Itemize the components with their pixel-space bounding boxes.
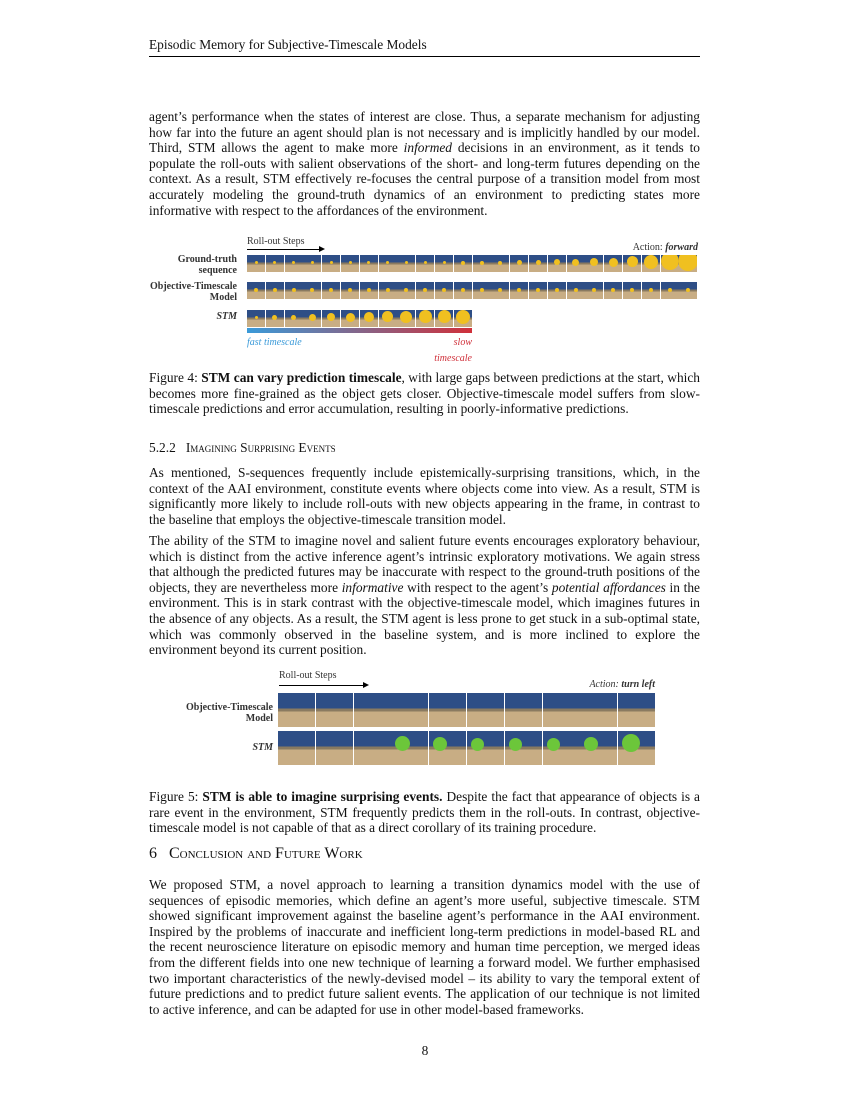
rollout-frame	[354, 693, 391, 727]
ball	[364, 312, 374, 322]
rollout-frame	[322, 310, 340, 327]
text: We proposed STM, a novel approach to learning a transition dynamics model with the use of sequences of episodic memories, which define an agent’s more useful, subjective timescale. STM showed significant improvement against the baseline agent’s performance in the AAI environment. Inspired by the problems of inaccurate and inefficient long-term predictions in model-based RL and the recent neuroscience literature on episodic memory and human time perception, we merged ideas from the different fields into one new technique of learning a forward model. We further emphasised two important characteristics of the newly-devised model – its ability to vary the temporal extent of future predictions and to predict future salient events. The application of our technique is not limited to active inference, and can be adapted for use in other model-based frameworks.	[149, 877, 700, 1017]
rollout-frame	[642, 255, 660, 272]
action-label	[633, 240, 698, 256]
text: Despite the fact that appearance of objects is a rare event in the environment, STM frequently predicts them in the roll-outs. In contrast, objective-timescale model is not capable of that as a direct corollary of its training procedure.	[149, 789, 700, 836]
rollout-frame	[316, 731, 353, 765]
rollout-frame	[391, 731, 428, 765]
ball	[348, 288, 352, 292]
text: in the environment. This is in stark contrast with the objective-timescale model, which imagines futures in the absence of any objects. As a result, the STM agent is less prone to get stuck in a sub-optimal state, which was commonly observed in the baseline system, and is more inclined to explore the environment beyond its current position.	[149, 579, 700, 658]
rollout-frame	[454, 255, 472, 272]
text: As mentioned, S-sequences frequently include epistemically-surprising transitions, which, in the context of the AAI environment, constitute events where objects come into view. As a result, STM is significantly more likely to include roll-outs with new objects appearing in the frame, in contrast to the baseline that employs the objective-timescale transition model.	[149, 465, 700, 527]
rollout-frame	[435, 282, 453, 299]
ball	[255, 261, 258, 264]
green-ball	[395, 736, 410, 751]
ball	[291, 315, 296, 320]
rollout-frame	[543, 731, 580, 765]
rollout-frame	[679, 255, 697, 272]
ball	[536, 260, 541, 265]
rollout-frame	[341, 255, 359, 272]
figure-5-caption	[149, 789, 700, 836]
ball	[367, 261, 370, 264]
rollout-frame	[435, 310, 453, 327]
rollout-frame	[266, 310, 284, 327]
rollout-frame	[285, 282, 303, 299]
figure-4	[149, 232, 700, 362]
rollout-frame	[580, 693, 617, 727]
rollout-frame	[454, 310, 472, 327]
section-heading-6	[149, 846, 700, 862]
ball	[382, 311, 393, 322]
ball	[404, 288, 408, 292]
ball	[330, 261, 333, 264]
ball	[311, 261, 314, 264]
ball	[405, 261, 408, 264]
ball	[438, 310, 451, 323]
rollout-arrow-icon	[279, 685, 367, 686]
section-title: Imagining Surprising Events	[185, 440, 336, 455]
rollout-frame	[529, 255, 547, 272]
ball	[386, 261, 389, 264]
rollout-frame	[322, 255, 340, 272]
ball	[386, 288, 390, 292]
paragraph	[149, 109, 700, 218]
rollout-frame	[416, 255, 434, 272]
running-header: Episodic Memory for Subjective-Timescale Models	[149, 37, 700, 57]
ball	[272, 315, 277, 320]
text: Figure 4:	[149, 370, 202, 385]
rollout-frame	[548, 255, 566, 272]
rollout-frame	[303, 310, 321, 327]
row-label: Objective-Timescale Model	[185, 702, 273, 724]
rollout-frame	[604, 255, 622, 272]
rollout-frame	[397, 310, 415, 327]
rollout-frame	[618, 693, 655, 727]
paragraph	[149, 877, 700, 1017]
rollout-frame	[548, 282, 566, 299]
ball	[255, 316, 258, 319]
caption-bold: STM can vary prediction timescale	[201, 370, 402, 385]
ball	[423, 288, 427, 292]
ball	[498, 288, 502, 292]
timescale-bar	[247, 328, 472, 333]
row-label: Ground-truth sequence	[177, 254, 237, 276]
section-number: 5.2.2	[149, 440, 176, 455]
rollout-frame	[580, 731, 617, 765]
ball	[480, 288, 484, 292]
text: , with large gaps between predictions at the start, which becomes more fine-grained as the object gets closer. Objective-timescale model suffers from slow-timescale predictions and error accumulation, resulting in poorly-informative predictions.	[149, 370, 701, 417]
rollout-frame	[505, 693, 542, 727]
rollout-frame	[567, 255, 585, 272]
section-number: 6	[149, 845, 157, 862]
rollout-frame	[322, 282, 340, 299]
rollout-frame	[278, 693, 315, 727]
rollout-frame	[491, 282, 509, 299]
emphasis: potential affordances	[551, 579, 666, 595]
ball	[679, 255, 697, 271]
ball	[555, 288, 559, 292]
ball	[443, 261, 446, 264]
ball	[327, 313, 335, 321]
action-value: forward	[665, 242, 698, 253]
rollout-frame	[360, 310, 378, 327]
rollout-frame	[266, 255, 284, 272]
rollout-frame	[341, 310, 359, 327]
rollout-frame	[543, 693, 580, 727]
rollout-frame	[618, 731, 655, 765]
page-number: 8	[421, 1043, 429, 1058]
ball	[572, 259, 579, 266]
row-label: STM	[216, 311, 237, 322]
rollout-frame	[429, 731, 466, 765]
ball	[419, 310, 432, 323]
action-value: turn left	[621, 679, 655, 690]
rollout-frame	[397, 282, 415, 299]
rollout-frame	[510, 255, 528, 272]
rollout-frame	[467, 693, 504, 727]
rollout-frame	[379, 282, 397, 299]
rollout-frame	[316, 693, 353, 727]
rollout-label: Roll-out Steps	[279, 670, 337, 681]
ball	[292, 288, 296, 292]
ball	[461, 261, 465, 265]
section-title: Conclusion and Future Work	[169, 845, 363, 862]
ball	[424, 261, 427, 264]
rollout-frame	[247, 255, 265, 272]
rollout-frame	[247, 310, 265, 327]
ball	[609, 258, 618, 267]
text: Action:	[589, 679, 622, 690]
green-ball	[622, 734, 640, 752]
ball	[592, 288, 596, 292]
text: Figure 5:	[149, 789, 203, 804]
rollout-frame	[529, 282, 547, 299]
rollout-frame	[473, 255, 491, 272]
rollout-frame	[661, 282, 679, 299]
ball	[367, 288, 371, 292]
ball	[661, 255, 679, 270]
rollout-frame	[303, 282, 321, 299]
rollout-frame	[473, 282, 491, 299]
rollout-frame	[491, 255, 509, 272]
rollout-frame	[360, 282, 378, 299]
rollout-frame	[505, 731, 542, 765]
ball	[590, 258, 598, 266]
section-heading-5-2-2	[149, 440, 700, 456]
rollout-frame	[266, 282, 284, 299]
rollout-frame	[435, 255, 453, 272]
rollout-frame	[360, 255, 378, 272]
ball	[349, 261, 352, 264]
rollout-frame	[285, 255, 303, 272]
ball	[310, 288, 314, 292]
ball	[517, 288, 521, 292]
rollout-frame	[429, 693, 466, 727]
green-ball	[433, 737, 447, 751]
emphasis: informed	[403, 140, 453, 156]
slow-timescale-label: slow timescale	[434, 337, 472, 364]
ball	[644, 255, 658, 269]
rollout-frame	[623, 255, 641, 272]
text: with respect to the agent’s	[403, 579, 552, 595]
ball	[574, 288, 578, 292]
ball	[480, 261, 484, 265]
rollout-label: Roll-out Steps	[247, 236, 305, 247]
rollout-frame	[397, 255, 415, 272]
ball	[456, 310, 470, 324]
paragraph	[149, 465, 700, 527]
action-label	[589, 677, 655, 693]
ball	[273, 261, 276, 264]
rollout-frame	[416, 310, 434, 327]
ball	[668, 288, 672, 292]
fast-timescale-label: fast timescale	[247, 337, 302, 348]
text: decisions in an environment, as it tends to populate the roll-outs with salient observations of the short- and long-term futures depending on the context. As a result, STM effectively re-focuses the central purpose of a transition model from most accurately modeling the ground-truth dynamics of an environment to predicting states more informative with respect to the affordances of the environment.	[149, 140, 700, 218]
rollout-frame	[661, 255, 679, 272]
rollout-frame	[679, 282, 697, 299]
ball	[273, 288, 277, 292]
text: agent’s performance when the states of interest are close. Thus, a separate mechanism for adjusting how far into the future an agent should plan is not necessary and is implicitly handled by our model. Third, STM allows the agent to make more	[149, 109, 700, 156]
rollout-frame	[303, 255, 321, 272]
rollout-frame	[391, 693, 428, 727]
rollout-frame	[354, 731, 391, 765]
ball	[498, 261, 502, 265]
ball	[649, 288, 653, 292]
rollout-frame	[247, 282, 265, 299]
ball	[536, 288, 540, 292]
green-ball	[509, 738, 522, 751]
ball	[461, 288, 465, 292]
ball	[254, 288, 258, 292]
rollout-frame	[604, 282, 622, 299]
ball	[292, 261, 295, 264]
rollout-frame	[585, 282, 603, 299]
green-ball	[547, 738, 560, 751]
rollout-frame	[285, 310, 303, 327]
ball	[329, 288, 333, 292]
ball	[554, 259, 560, 265]
emphasis: informative	[341, 579, 404, 595]
rollout-frame	[510, 282, 528, 299]
ball	[346, 313, 355, 322]
rollout-frame	[379, 255, 397, 272]
ball	[309, 314, 316, 321]
rollout-frame	[467, 731, 504, 765]
rollout-frame	[278, 731, 315, 765]
figure-4-caption	[149, 370, 700, 417]
ball	[400, 311, 412, 323]
rollout-frame	[567, 282, 585, 299]
rollout-frame	[585, 255, 603, 272]
text: Action:	[632, 242, 666, 253]
row-label: Objective-Timescale Model	[149, 281, 237, 303]
ball	[686, 288, 690, 292]
rollout-frame	[416, 282, 434, 299]
green-ball	[584, 737, 598, 751]
rollout-frame	[379, 310, 397, 327]
rollout-frame	[623, 282, 641, 299]
rollout-frame	[642, 282, 660, 299]
rollout-arrow-icon	[247, 249, 323, 250]
ball	[442, 288, 446, 292]
paragraph	[149, 533, 700, 658]
ball	[630, 288, 634, 292]
ball	[611, 288, 615, 292]
rollout-frame	[454, 282, 472, 299]
ball	[627, 256, 638, 267]
figure-5	[180, 666, 660, 766]
caption-bold: STM is able to imagine surprising events.	[202, 789, 443, 804]
row-label: STM	[252, 742, 273, 753]
ball	[517, 260, 522, 265]
rollout-frame	[341, 282, 359, 299]
green-ball	[471, 738, 484, 751]
text: The ability of the STM to imagine novel and salient future events encourages exploratory behaviour, which is distinct from the active inference agent’s intrinsic exploratory motivations. We again stress that although the predicted futures may be inaccurate with respect to the ground-truth positions of the objects, they are nevertheless more	[149, 533, 700, 595]
